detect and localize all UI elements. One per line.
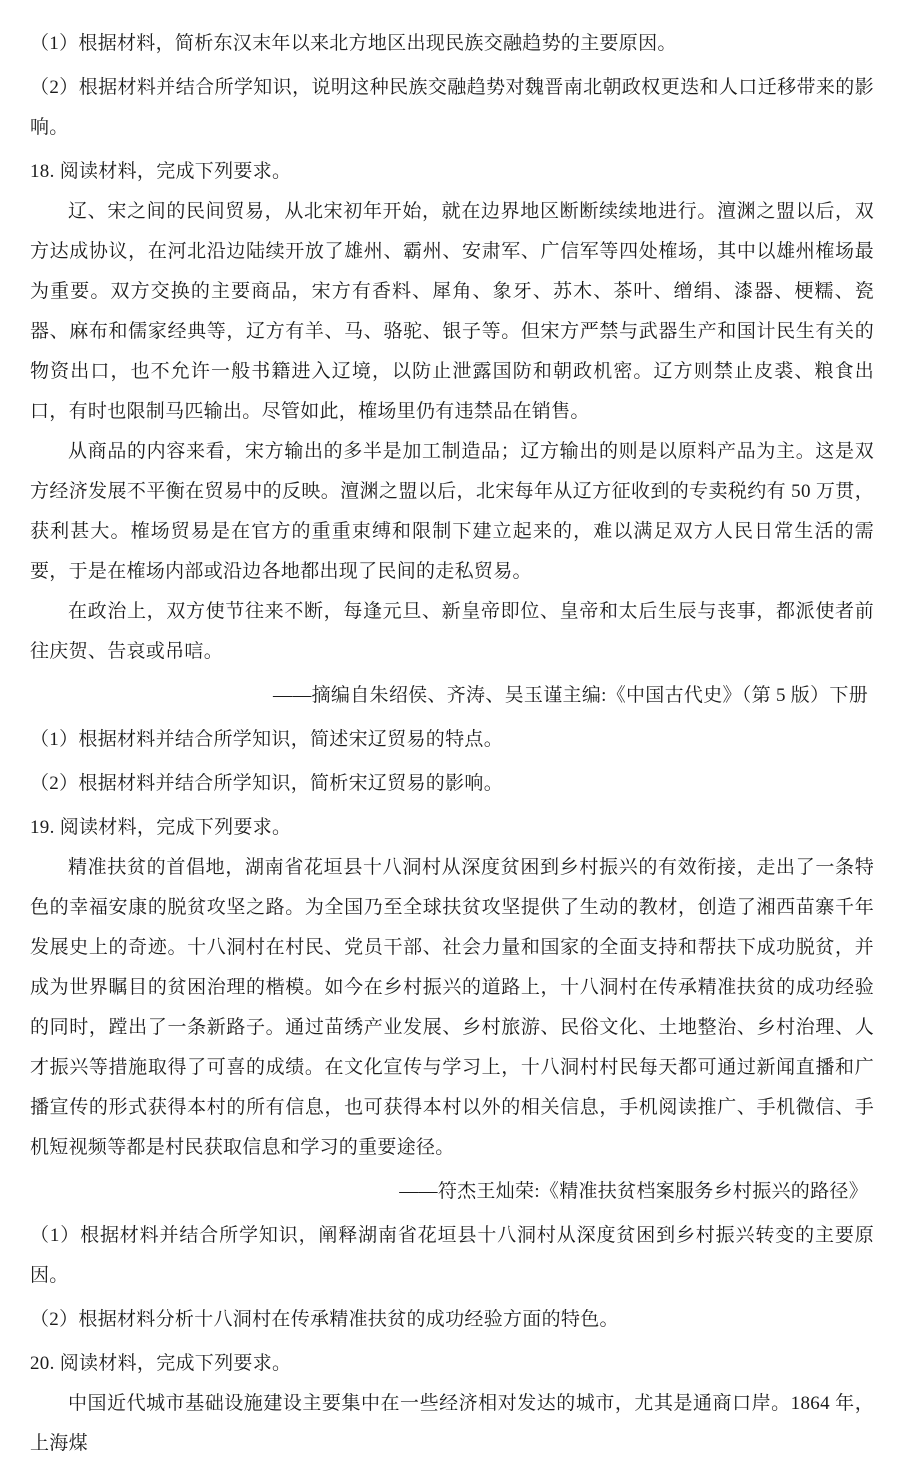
- question-20-header: 20. 阅读材料，完成下列要求。: [30, 1353, 292, 1374]
- question-18-material-paragraph: 在政治上，双方使节往来不断，每逢元旦、新皇帝即位、皇帝和太后生辰与丧事，都派使者前往庆贺、告哀或吊唁。: [30, 601, 874, 662]
- question-18-material-paragraph: 辽、宋之间的民间贸易，从北宋初年开始，就在边界地区断断续续地进行。澶渊之盟以后，双方达成协议，在河北沿边陆续开放了雄州、霸州、安肃军、广信军等四处榷场，其中以雄州榷场最为重要。双方交换的主要商品，宋方有香料、犀角、象牙、苏木、茶叶、缯绢、漆器、梗糯、瓷器、麻布和儒家经典等，辽方有羊、马、骆驼、银子等。但宋方严禁与武器生产和国计民生有关的物资出口，也不允许一般书籍进入辽境，以防止泄露国防和朝政机密。辽方则禁止皮裘、粮食出口，有时也限制马匹输出。尽管如此，榷场里仍有违禁品在销售。: [30, 201, 874, 422]
- question-18-header: 18. 阅读材料，完成下列要求。: [30, 161, 292, 182]
- question-19-source-citation: ——符杰王灿荣:《精准扶贫档案服务乡村振兴的路径》: [399, 1181, 868, 1202]
- question-18-material-paragraph: 从商品的内容来看，宋方输出的多半是加工制造品；辽方输出的则是以原料产品为主。这是双方经济发展不平衡在贸易中的反映。澶渊之盟以后，北宋每年从辽方征收到的专卖税约有 50 万贯，获利甚大。榷场贸易是在官方的重重束缚和限制下建立起来的，难以满足双方人民日常生活的需要，于是在榷场内部或沿边各地都出现了民间的走私贸易。: [30, 441, 874, 582]
- question-19-sub2: （2）根据材料分析十八洞村在传承精准扶贫的成功经验方面的特色。: [30, 1309, 619, 1330]
- question-18-sub1: （1）根据材料并结合所学知识，简述宋辽贸易的特点。: [30, 729, 504, 750]
- question-19-material-paragraph: 精准扶贫的首倡地，湖南省花垣县十八洞村从深度贫困到乡村振兴的有效衔接，走出了一条特色的幸福安康的脱贫攻坚之路。为全国乃至全球扶贫攻坚提供了生动的教材，创造了湘西苗寨千年发展史上的奇迹。十八洞村在村民、党员干部、社会力量和国家的全面支持和帮扶下成功脱贫，并成为世界瞩目的贫困治理的楷模。如今在乡村振兴的道路上，十八洞村在传承精准扶贫的成功经验的同时，蹚出了一条新路子。通过苗绣产业发展、乡村旅游、民俗文化、土地整治、乡村治理、人才振兴等措施取得了可喜的成绩。在文化宣传与学习上，十八洞村村民每天都可通过新闻直播和广播宣传的形式获得本村的所有信息，也可获得本村以外的相关信息，手机阅读推广、手机微信、手机短视频等都是村民获取信息和学习的重要途径。: [30, 857, 874, 1158]
- question-18-source-citation: ——摘编自朱绍侯、齐涛、吴玉谨主编:《中国古代史》（第 5 版）下册: [273, 685, 868, 706]
- question-19-header: 19. 阅读材料，完成下列要求。: [30, 817, 292, 838]
- prev-question-sub2: （2）根据材料并结合所学知识，说明这种民族交融趋势对魏晋南北朝政权更迭和人口迁移带来的影响。: [30, 77, 874, 138]
- prev-question-sub1: （1）根据材料，简析东汉末年以来北方地区出现民族交融趋势的主要原因。: [30, 33, 677, 54]
- question-18-sub2: （2）根据材料并结合所学知识，简析宋辽贸易的影响。: [30, 773, 504, 794]
- question-19-sub1: （1）根据材料并结合所学知识，阐释湖南省花垣县十八洞村从深度贫困到乡村振兴转变的主要原因。: [30, 1225, 874, 1286]
- question-20-material-paragraph: 中国近代城市基础设施建设主要集中在一些经济相对发达的城市，尤其是通商口岸。1864 年，上海煤: [30, 1393, 874, 1454]
